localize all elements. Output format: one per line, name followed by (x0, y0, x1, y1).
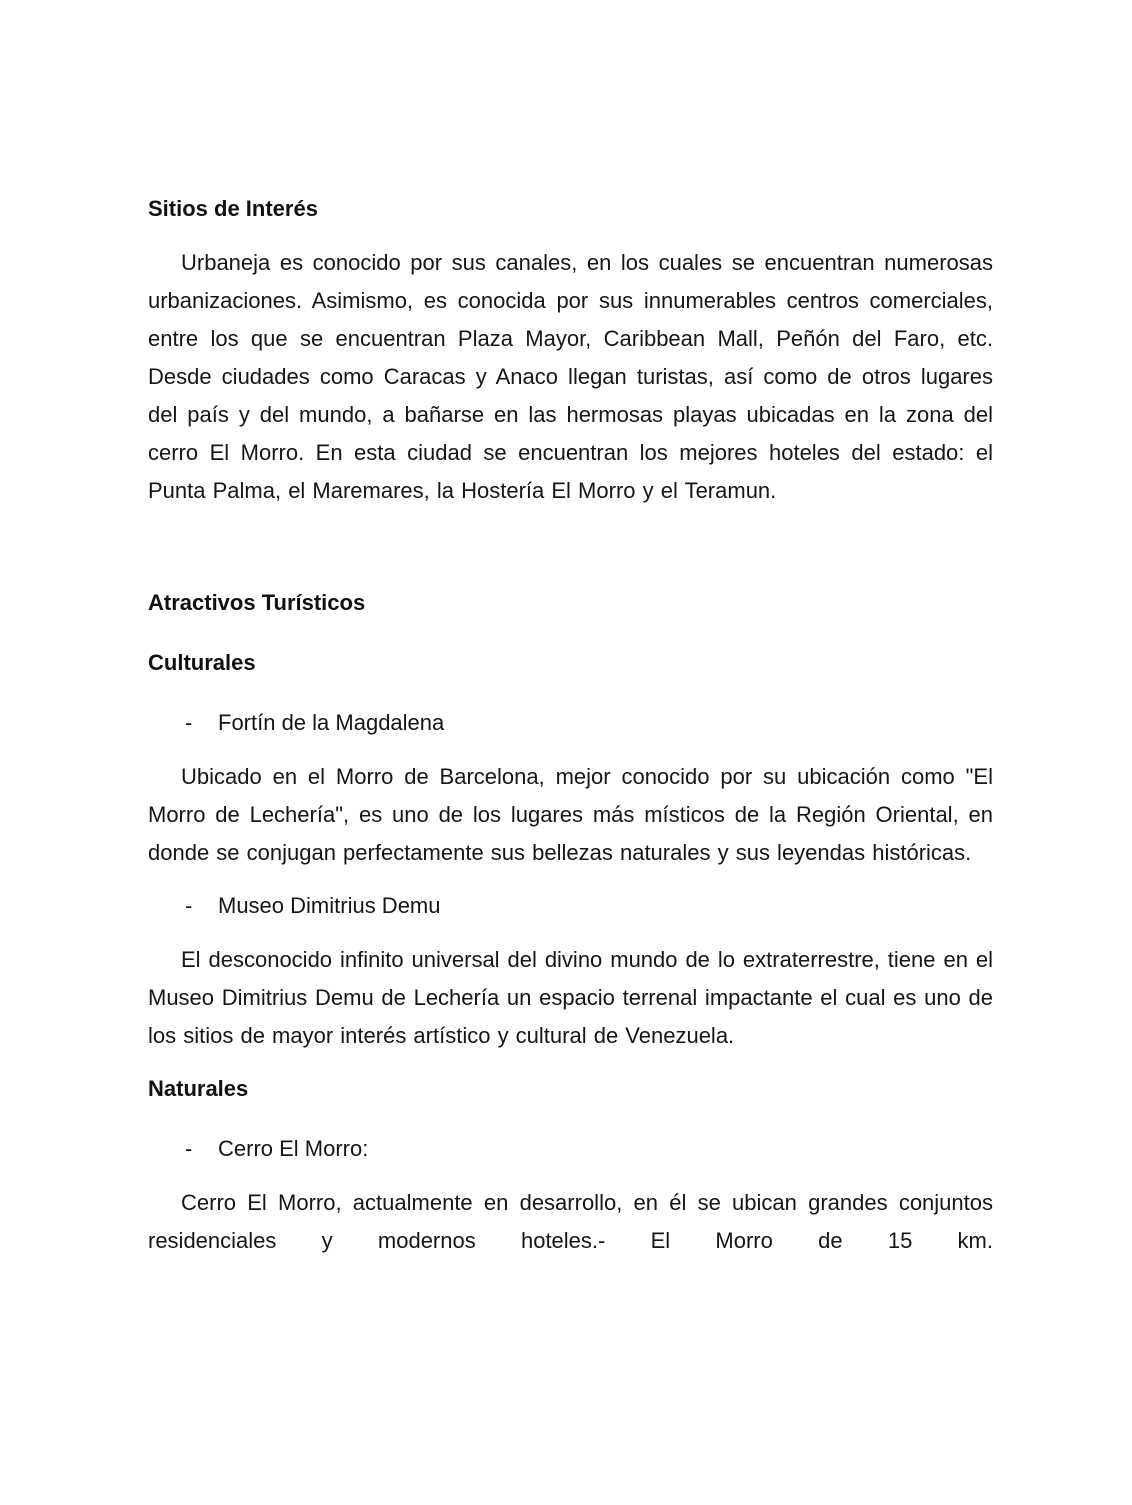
list-item-fortin (148, 704, 993, 742)
paragraph-museo: El desconocido infinito universal del divino mundo de lo extraterrestre, tiene en el Museo Dimitrius Demu de Lechería un espacio terrenal impactante el cual es uno de los sitios de mayor interés artístico y cultural de Venezuela. (148, 947, 993, 1048)
list-item-label-fortin: Fortín de la Magdalena (218, 710, 445, 735)
list-dash: - (185, 1136, 193, 1161)
list-item-cerro (148, 1130, 993, 1168)
heading-atractivos-turisticos: Atractivos Turísticos (148, 590, 366, 615)
heading-culturales: Culturales (148, 650, 256, 675)
list-dash: - (185, 893, 193, 918)
list-dash: - (185, 710, 193, 735)
heading-sitios-de-interes: Sitios de Interés (148, 196, 318, 221)
list-item-label-museo: Museo Dimitrius Demu (218, 893, 441, 918)
paragraph-urbaneja: Urbaneja es conocido por sus canales, en los cuales se encuentran numerosas urbanizaciones. Asimismo, es conocida por sus innumerables centros comerciales, entre los que se encuentran Plaza Mayor, Caribbean Mall, Peñón del Faro, etc. Desde ciudades como Caracas y Anaco llegan turistas, así como de otros lugares del país y del mundo, a bañarse en las hermosas playas ubicadas en la zona del cerro El Morro. En esta ciudad se encuentran los mejores hoteles del estado: el Punta Palma, el Maremares, la Hostería El Morro y el Teramun. (148, 250, 993, 503)
paragraph-cerro: Cerro El Morro, actualmente en desarrollo, en él se ubican grandes conjuntos residenciales y modernos hoteles.- El Morro de 15 km. (148, 1190, 993, 1253)
paragraph-fortin: Ubicado en el Morro de Barcelona, mejor conocido por su ubicación como "El Morro de Lechería", es uno de los lugares más místicos de la Región Oriental, en donde se conjugan perfectamente sus bellezas naturales y sus leyendas históricas. (148, 764, 993, 865)
list-item-museo (148, 887, 993, 925)
heading-naturales: Naturales (148, 1076, 249, 1101)
list-item-label-cerro: Cerro El Morro: (218, 1136, 369, 1161)
